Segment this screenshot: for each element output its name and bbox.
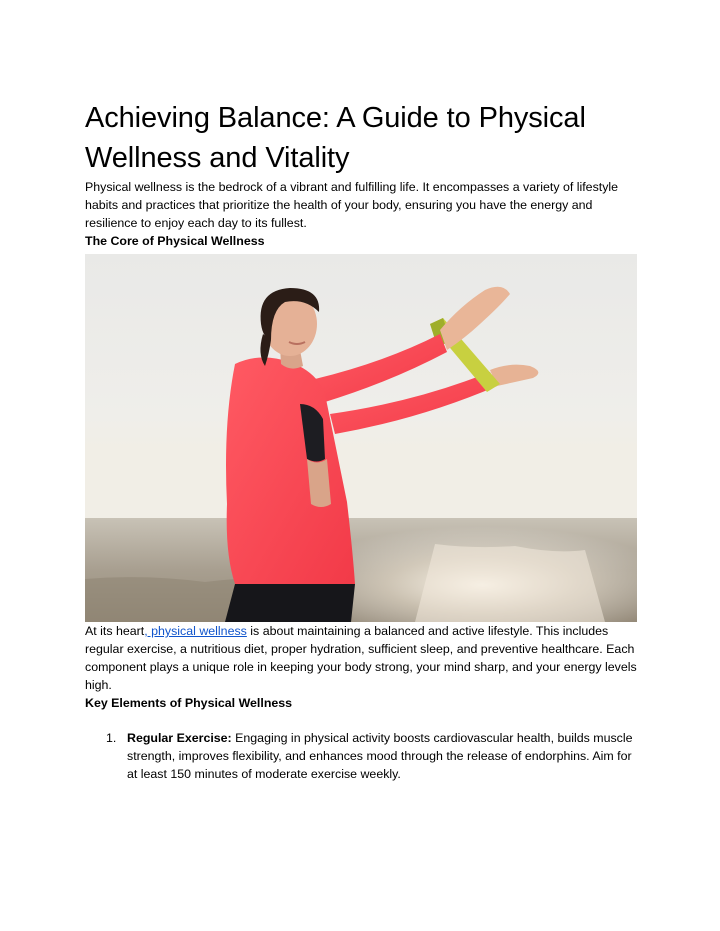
section-heading-core: The Core of Physical Wellness: [85, 234, 265, 248]
physical-wellness-link[interactable]: , physical wellness: [144, 624, 247, 638]
intro-paragraph: Physical wellness is the bedrock of a vibrant and fulfilling life. It encompasses a variety of lifestyle habits and practices that prioritize the health of your body, ensuring you have the energy and resilience to enjoy each day to its fullest.: [85, 180, 619, 230]
list-item-label: Regular Exercise:: [127, 731, 232, 745]
core-paragraph: [85, 622, 637, 694]
core-paragraph-start: At its heart: [85, 624, 145, 638]
list-item-text: Engaging in physical activity boosts cardiovascular health, builds muscle strength, improves flexibility, and enhances mood through the release of endorphins. Aim for at least 150 minutes of moderate exercise weekly.: [127, 731, 633, 781]
hero-image: [85, 254, 637, 622]
section-heading-key-elements: Key Elements of Physical Wellness: [85, 696, 293, 710]
key-elements-list: [85, 729, 637, 783]
document-page: [85, 98, 637, 783]
list-item: [85, 729, 637, 783]
page-title: Achieving Balance: A Guide to Physical Wellness and Vitality: [85, 102, 586, 174]
list-item-number: 1.: [106, 731, 117, 745]
core-paragraph-rest: is about maintaining a balanced and active lifestyle. This includes regular exercise, a nutritious diet, proper hydration, sufficient sleep, and preventive healthcare. Each component plays a unique role in keeping your body strong, your mind sharp, and your energy levels high.: [85, 624, 637, 692]
